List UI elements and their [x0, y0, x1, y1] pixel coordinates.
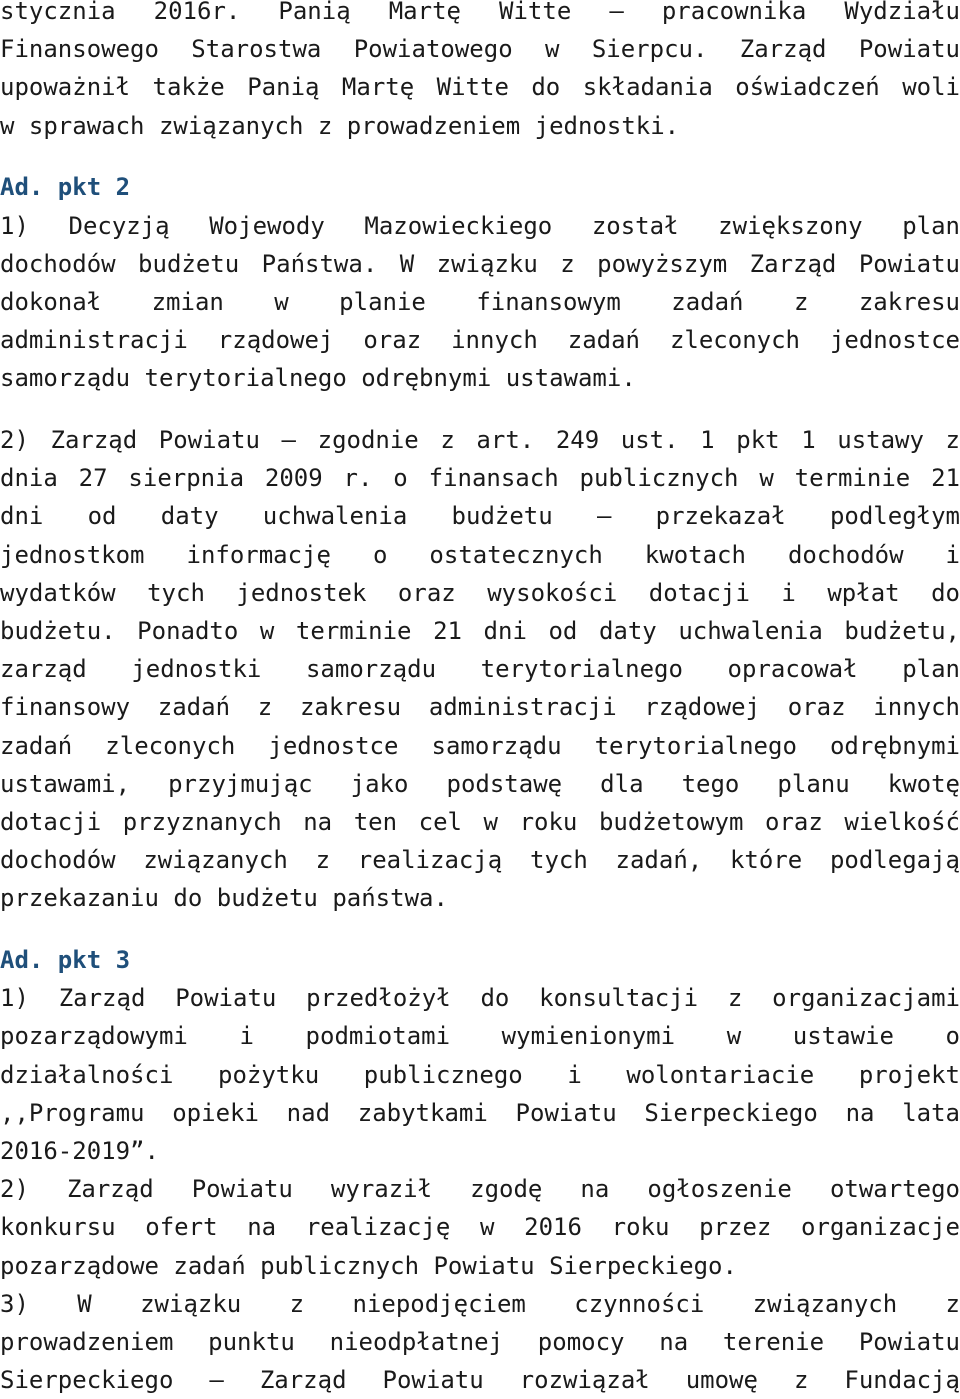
- text-line: dni od daty uchwalenia budżetu – przekazał podległym: [0, 502, 960, 531]
- section2-item-1: [0, 207, 960, 398]
- text-line: upoważnił także Panią Martę Witte do składania oświadczeń woli: [0, 73, 960, 102]
- text-line: Finansowego Starostwa Powiatowego w Sierpcu. Zarząd Powiatu: [0, 35, 960, 64]
- section2-item-2: [0, 421, 960, 917]
- text-line: jednostkom informację o ostatecznych kwotach dochodów i: [0, 540, 960, 569]
- text-line: pozarządowymi i podmiotami wymienionymi w ustawie o: [0, 1022, 960, 1051]
- text-line: dochodów związanych z realizacją tych zadań, które podlegają: [0, 846, 960, 875]
- paragraph-gap: [0, 918, 960, 942]
- text-line: 2) Zarząd Powiatu wyraził zgodę na ogłoszenie otwartego: [0, 1175, 960, 1204]
- text-line: dochodów budżetu Państwa. W związku z powyższym Zarząd Powiatu: [0, 249, 960, 278]
- section-heading-pkt-3: Ad. pkt 3: [0, 946, 131, 975]
- text-line: dnia 27 sierpnia 2009 r. o finansach publicznych w terminie 21: [0, 464, 960, 493]
- section3-item-1: [0, 979, 960, 1170]
- text-line: zadań zleconych jednostce samorządu terytorialnego odrębnymi: [0, 731, 960, 760]
- text-line: przekazaniu do budżetu państwa.: [0, 884, 448, 913]
- section3-item-2: [0, 1170, 960, 1285]
- paragraph-gap: [0, 397, 960, 421]
- text-line: pozarządowe zadań publicznych Powiatu Sierpeckiego.: [0, 1251, 737, 1280]
- text-line: 3) W związku z niepodjęciem czynności związanych z: [0, 1289, 960, 1318]
- text-line: prowadzeniem punktu nieodpłatnej pomocy na terenie Powiatu: [0, 1327, 960, 1356]
- text-line: finansowy zadań z zakresu administracji rządowej oraz innych: [0, 693, 960, 722]
- text-line: wydatków tych jednostek oraz wysokości dotacji i wpłat do: [0, 578, 960, 607]
- text-line: 1) Decyzją Wojewody Mazowieckiego został zwiększony plan: [0, 211, 960, 240]
- text-line: ustawami, przyjmując jako podstawę dla tego planu kwotę: [0, 769, 960, 798]
- text-line: w sprawach związanych z prowadzeniem jednostki.: [0, 111, 680, 140]
- text-line: działalności pożytku publicznego i wolontariacie projekt: [0, 1060, 960, 1089]
- text-line: dokonał zmian w planie finansowym zadań z zakresu: [0, 287, 960, 316]
- text-line: stycznia 2016r. Panią Martę Witte – pracownika Wydziału: [0, 0, 960, 25]
- section3-item-3: [0, 1285, 960, 1399]
- text-line: budżetu. Ponadto w terminie 21 dni od daty uchwalenia budżetu,: [0, 617, 960, 645]
- text-line: dotacji przyznanych na ten cel w roku budżetowym oraz wielkość: [0, 807, 960, 836]
- text-line: Sierpeckiego – Zarząd Powiatu rozwiązał umowę z Fundacją: [0, 1366, 960, 1395]
- paragraph-gap: [0, 145, 960, 169]
- section-heading-pkt-2: Ad. pkt 2: [0, 173, 131, 202]
- text-line: samorządu terytorialnego odrębnymi ustawami.: [0, 364, 636, 393]
- text-line: 2) Zarząd Powiatu – zgodnie z art. 249 ust. 1 pkt 1 ustawy z: [0, 426, 960, 455]
- text-line: 2016-2019”.: [0, 1137, 159, 1166]
- text-line: ,,Programu opieki nad zabytkami Powiatu Sierpeckiego na lata: [0, 1098, 960, 1127]
- intro-paragraph: [0, 0, 960, 145]
- text-line: konkursu ofert na realizację w 2016 roku przez organizacje: [0, 1213, 960, 1242]
- text-line: administracji rządowej oraz innych zadań zleconych jednostce: [0, 326, 960, 355]
- text-line: 1) Zarząd Powiatu przedłożył do konsultacji z organizacjami: [0, 984, 960, 1013]
- text-line: zarząd jednostki samorządu terytorialnego opracował plan: [0, 655, 960, 684]
